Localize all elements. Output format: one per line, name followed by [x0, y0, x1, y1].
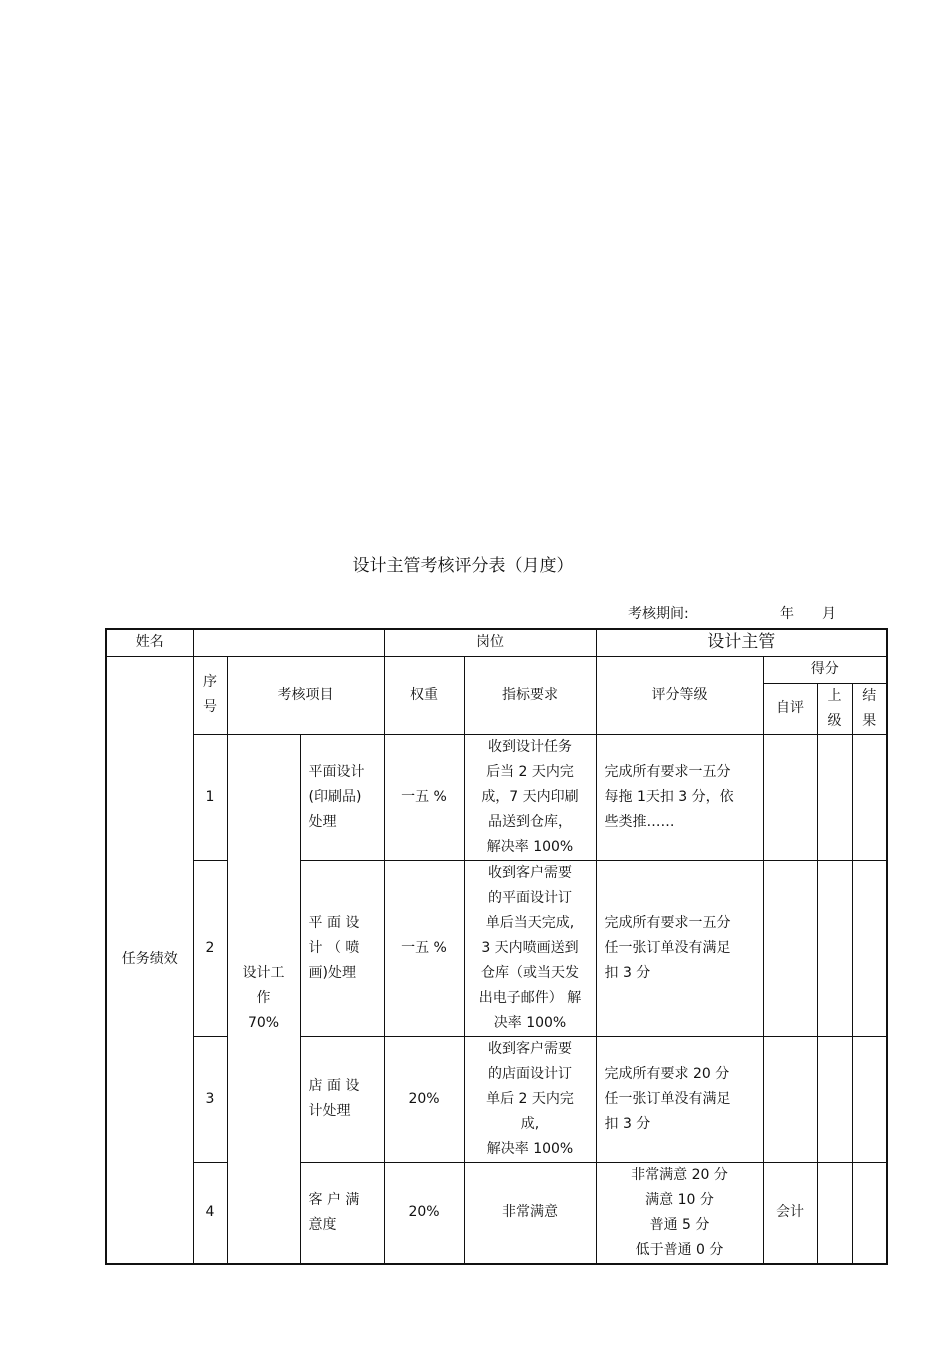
result-score-cell[interactable]: [852, 734, 887, 860]
result-header: 结 果: [852, 683, 887, 734]
seq-cell: 2: [193, 860, 227, 1036]
self-header: 自评: [763, 683, 817, 734]
item-cell: 平 面 设 计 （ 喷 画)处理: [300, 860, 384, 1036]
position-value: 设计主管: [596, 629, 887, 656]
seq-cell: 1: [193, 734, 227, 860]
result-score-cell[interactable]: [852, 1162, 887, 1264]
grading-cell: 完成所有要求 20 分 任一张订单没有满足 扣 3 分: [596, 1036, 763, 1162]
requirement-cell: 非常满意: [464, 1162, 596, 1264]
item-header: 考核项目: [227, 656, 384, 734]
table-row: [106, 734, 887, 860]
requirement-cell: 收到客户需要 的店面设计订 单后 2 天内完 成, 解决率 100%: [464, 1036, 596, 1162]
evaluation-table: [105, 628, 888, 1265]
self-score-cell[interactable]: 会计: [763, 1162, 817, 1264]
page-title: 设计主管考核评分表（月度）: [352, 556, 574, 576]
self-score-cell[interactable]: [763, 1036, 817, 1162]
superior-score-cell[interactable]: [817, 734, 852, 860]
superior-header: 上 级: [817, 683, 852, 734]
grading-cell: 完成所有要求一五分 每拖 1天扣 3 分，依 些类推……: [596, 734, 763, 860]
superior-score-cell[interactable]: [817, 1036, 852, 1162]
item-cell: 客 户 满 意度: [300, 1162, 384, 1264]
grading-cell: 完成所有要求一五分 任一张订单没有满足 扣 3 分: [596, 860, 763, 1036]
header-row: [106, 656, 887, 683]
requirement-cell: 收到设计任务 后当 2 天内完 成，7 天内印刷 品送到仓库， 解决率 100%: [464, 734, 596, 860]
info-row: [106, 629, 887, 656]
requirement-cell: 收到客户需要 的平面设计订 单后当天完成, 3 天内喷画送到 仓库（或当天发 出电子邮件） 解 决率 100%: [464, 860, 596, 1036]
table-row: [106, 1162, 887, 1264]
result-score-cell[interactable]: [852, 860, 887, 1036]
result-score-cell[interactable]: [852, 1036, 887, 1162]
position-label: 岗位: [384, 629, 596, 656]
self-score-cell[interactable]: [763, 860, 817, 1036]
weight-cell: 20%: [384, 1162, 464, 1264]
group-cell: 设计工 作 70%: [227, 734, 300, 1264]
grading-header: 评分等级: [596, 656, 763, 734]
item-cell: 平面设计 (印刷品) 处理: [300, 734, 384, 860]
superior-score-cell[interactable]: [817, 860, 852, 1036]
name-label: 姓名: [106, 629, 193, 656]
self-score-cell[interactable]: [763, 734, 817, 860]
seq-cell: 3: [193, 1036, 227, 1162]
score-header: 得分: [763, 656, 887, 683]
seq-cell: 4: [193, 1162, 227, 1264]
seq-header: 序 号: [193, 656, 227, 734]
table-row: [106, 1036, 887, 1162]
weight-cell: 一五 %: [384, 860, 464, 1036]
weight-header: 权重: [384, 656, 464, 734]
grading-cell: 非常满意 20 分 满意 10 分 普通 5 分 低于普通 0 分: [596, 1162, 763, 1264]
superior-score-cell[interactable]: [817, 1162, 852, 1264]
period-month: 月: [822, 606, 836, 622]
table-row: [106, 860, 887, 1036]
weight-cell: 20%: [384, 1036, 464, 1162]
name-field[interactable]: [193, 629, 384, 656]
period-label: 考核期间:: [628, 606, 689, 622]
period-year: 年: [780, 606, 794, 622]
weight-cell: 一五 %: [384, 734, 464, 860]
requirement-header: 指标要求: [464, 656, 596, 734]
item-cell: 店 面 设 计处理: [300, 1036, 384, 1162]
category-cell: 任务绩效: [106, 656, 193, 1264]
